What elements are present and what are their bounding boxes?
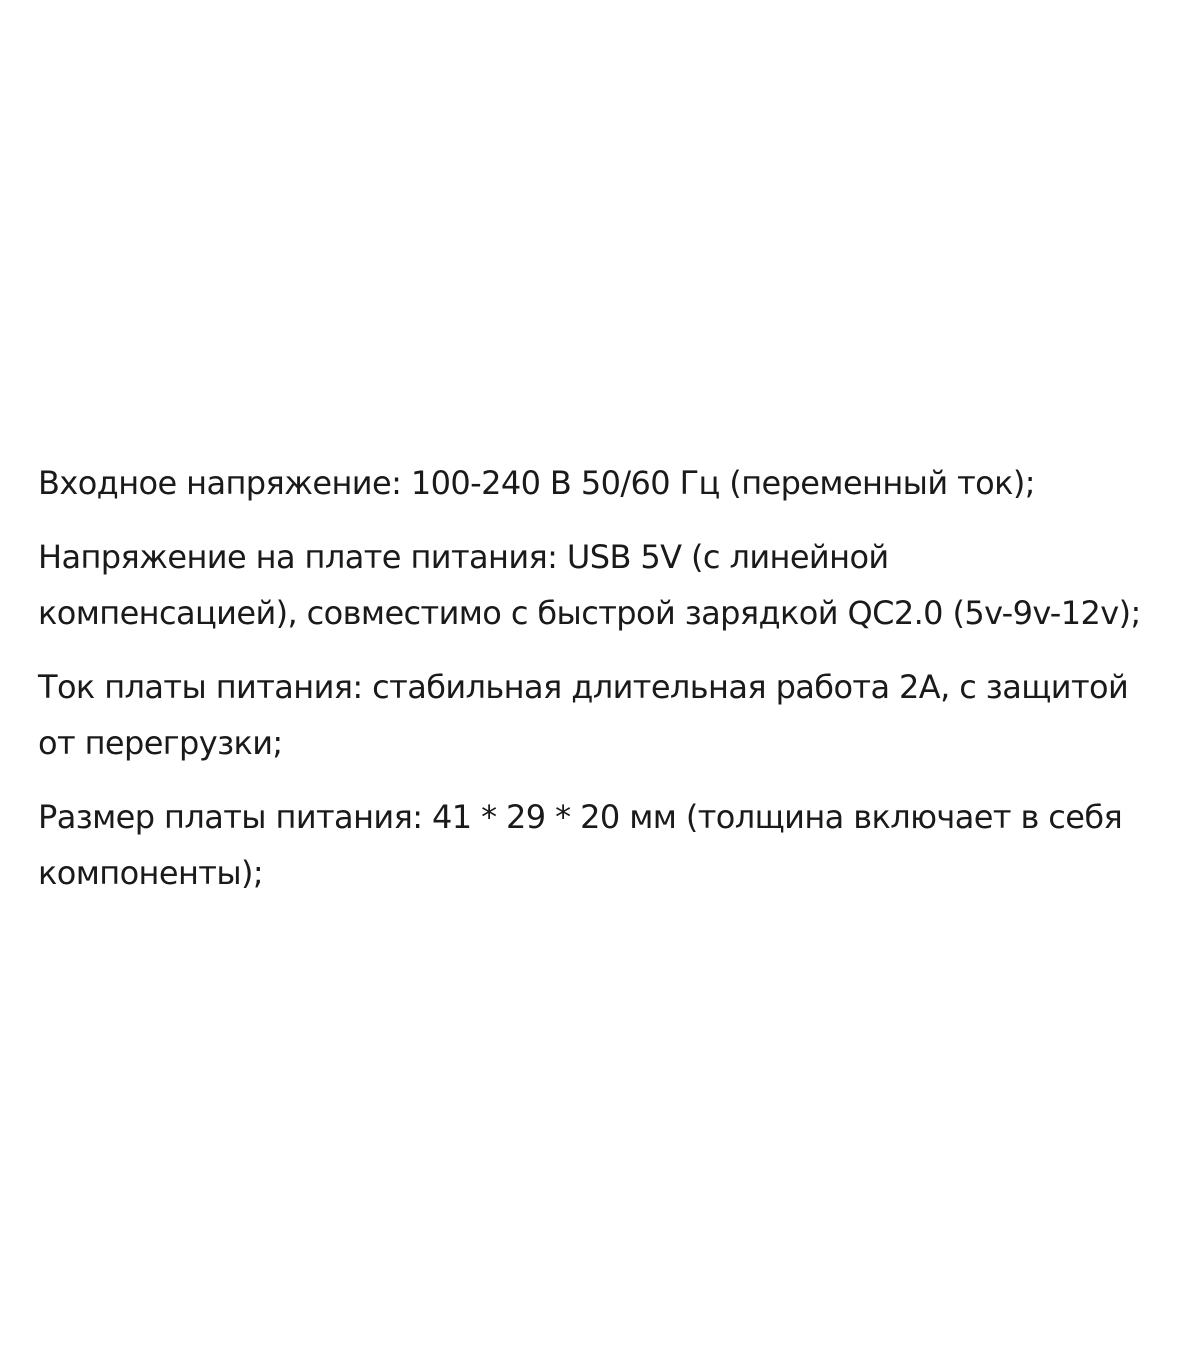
spec-line: от перегрузки; [38, 724, 283, 762]
spec-line: Входное напряжение: 100-240 В 50/60 Гц (переменный ток); [38, 464, 1035, 502]
spec-line: компенсацией), совместимо с быстрой зарядкой QC2.0 (5v-9v-12v); [38, 594, 1141, 632]
spec-line: Размер платы питания: 41 * 29 * 20 мм (толщина включает в себя [38, 798, 1123, 836]
spec-line: компоненты); [38, 854, 264, 892]
spec-board-current [38, 659, 1178, 771]
spec-list [38, 455, 1178, 901]
spec-line: Напряжение на плате питания: USB 5V (с линейной [38, 538, 889, 576]
spec-board-voltage [38, 529, 1178, 641]
spec-input-voltage [38, 455, 1178, 511]
spec-board-size [38, 789, 1178, 901]
spec-line: Ток платы питания: стабильная длительная работа 2А, с защитой [38, 668, 1129, 706]
